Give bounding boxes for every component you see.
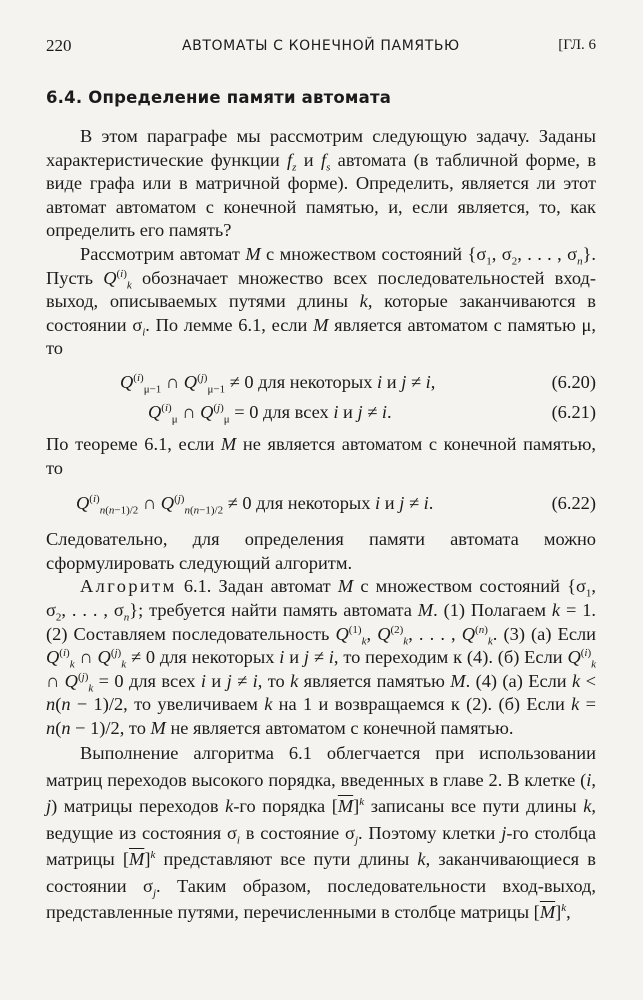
paragraph-intro: В этом параграфе мы рассмотрим следующую задачу. Заданы характеристические функции $f_z$ и $f_s$ автомата (в табличной форме, в виде графа или в матричной форме). Определить, является ли этот автомат автоматом с конечной памятью, и, если является, то, как определить его память?: [46, 126, 596, 241]
equation-6-20: $Q^{(i)}_{\mu-1}$ ∩ $Q^{(j)}_{\mu-1} \ne 0$ для некоторых i и j ≠ i, (6.20): [46, 367, 596, 397]
paragraph-automaton: Рассмотрим автомат M с множеством состояний {$\sigma_1$, $\sigma_2$, . . . , $\sigma_n$}. Пусть $Q^{(i)}_k$ обозначает множество всех последовательностей вход-выход, описываемых путями длины k, которые заканчиваются в состоянии $\sigma_i$. По лемме 6.1, если M является автоматом с памятью μ, то: [46, 243, 597, 359]
paragraph-conclusion: Следовательно, для определения памяти автомата можно сформулировать следующий алгоритм.: [46, 529, 596, 573]
equation-number: (6.20): [551, 371, 596, 392]
equation-number: (6.22): [551, 493, 596, 514]
running-title: АВТОМАТЫ С КОНЕЧНОЙ ПАМЯТЬЮ: [182, 38, 460, 54]
chapter-label: [ГЛ. 6: [558, 37, 596, 53]
algorithm-6-1: Алгоритм 6.1. Задан автомат M с множеством состояний {$\sigma_1$, $\sigma_2$, . . . , $\sigma_n$}; требуется найти память автомата M. (1) Полагаем k = 1. (2) Составляем последовательность $Q^{(1)}_k$, $Q^{(2)}_k$, . . . , $Q^{(n)}_k$. (3) (а) Если $Q^{(i)}_k$ ∩ $Q^{(j)}_k \ne 0$ для некоторых i и j ≠ i, то переходим к (4). (б) Если $Q^{(i)}_k$ ∩ $Q^{(j)}_k = 0$ для всех i и j ≠ i, то k является памятью M. (4) (а) Если k < n(n − 1)/2, то увеличиваем k на 1 и возвращаемся к (2). (б) Если k = n(n − 1)/2, то M не является автоматом с конечной памятью.: [46, 576, 597, 738]
equation-number: (6.21): [551, 401, 596, 422]
equation-6-21: $Q^{(i)}_\mu$ ∩ $Q^{(j)}_\mu = 0$ для всех i и j ≠ i. (6.21): [46, 397, 596, 427]
page-header: [46, 36, 596, 62]
paragraph-theorem: По теореме 6.1, если M не является автоматом с конечной памятью, то: [46, 433, 596, 478]
equation-6-22: $Q^{(i)}_{n(n-1)/2}$ ∩ $Q^{(j)}_{n(n-1)/2} \ne 0$ для некоторых i и j ≠ i. (6.22): [46, 488, 596, 522]
paragraph-matrices: Выполнение алгоритма 6.1 облегчается при использовании матриц переходов высокого порядка, введенных в главе 2. В клетке (i, j) матрицы переходов k-го порядка $[\overline{M}]^k$ записаны все пути длины k, ведущие из состояния $\sigma_i$ в состояние $\sigma_j$. Поэтому клетки j-го столбца матрицы $[\overline{M}]^k$ представляют все пути длины k, заканчивающиеся в состоянии $\sigma_j$. Таким образом, последовательности вход-выход, представленные путями, перечисленными в столбце матрицы $[\overline{M}]^k$,: [46, 743, 596, 922]
page-number: 220: [46, 36, 72, 55]
section-title: 6.4. Определение памяти автомата: [46, 88, 392, 107]
book-page: [46, 36, 596, 925]
